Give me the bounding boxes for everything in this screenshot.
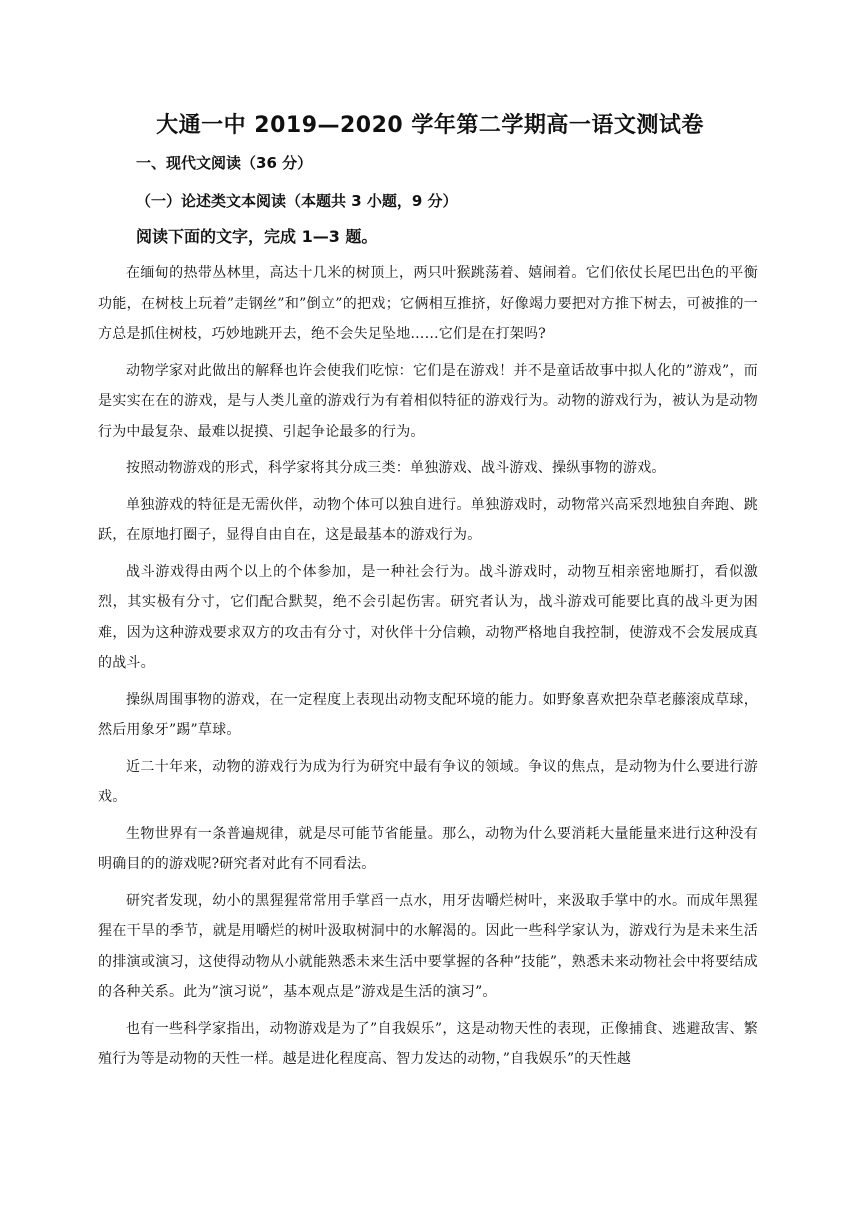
paragraph-2: 动物学家对此做出的解释也许会使我们吃惊：它们是在游戏！并不是童话故事中拟人化的”游戏”，而是实实在在的游戏，是与人类儿童的游戏行为有着相似特征的游戏行为。动物的游戏行为，被认为是动物行为中最复杂、最难以捉摸、引起争论最多的行为。 (98, 362, 758, 440)
reading-instruction: 阅读下面的文字，完成 1—3 题。 (136, 227, 378, 246)
paragraph-3: 按照动物游戏的形式，科学家将其分成三类：单独游戏、战斗游戏、操纵事物的游戏。 (126, 460, 666, 476)
paragraph-7: 近二十年来，动物的游戏行为成为行为研究中最有争议的领域。争议的焦点，是动物为什么要进行游戏。 (98, 758, 758, 805)
paragraph-10: 也有一些科学家指出，动物游戏是为了”自我娱乐”，这是动物天性的表现，正像捕食、逃避敌害、繁殖行为等是动物的天性一样。越是进化程度高、智力发达的动物，”自我娱乐”的天性越 (98, 1020, 758, 1067)
passage-body (98, 258, 758, 1081)
subsection-heading: （一）论述类文本阅读（本题共 3 小题，9 分） (136, 192, 458, 210)
paragraph-9: 研究者发现，幼小的黑猩猩常常用手掌舀一点水，用牙齿嚼烂树叶，来汲取手掌中的水。而成年黑猩猩在干旱的季节，就是用嚼烂的树叶汲取树洞中的水解渴的。因此一些科学家认为，游戏行为是未来生活的排演或演习，这使得动物从小就能熟悉未来生活中要掌握的各种”技能”，熟悉未来动物社会中将要结成的各种关系。此为”演习说”，基本观点是”游戏是生活的演习”。 (98, 892, 758, 1000)
paragraph-6: 操纵周围事物的游戏，在一定程度上表现出动物支配环境的能力。如野象喜欢把杂草老藤滚成草球，然后用象牙”踢”草球。 (98, 691, 758, 738)
exam-title: 大通一中 2019—2020 学年第二学期高一语文测试卷 (156, 113, 704, 138)
paragraph-5: 战斗游戏得由两个以上的个体参加，是一种社会行为。战斗游戏时，动物互相亲密地厮打，看似激烈，其实极有分寸，它们配合默契，绝不会引起伤害。研究者认为，战斗游戏可能要比真的战斗更为困难，因为这种游戏要求双方的攻击有分寸，对伙伴十分信赖，动物严格地自我控制，使游戏不会发展成真的战斗。 (98, 563, 758, 671)
paragraph-8: 生物世界有一条普遍规律，就是尽可能节省能量。那么，动物为什么要消耗大量能量来进行这种没有明确目的的游戏呢?研究者对此有不同看法。 (98, 825, 758, 872)
section-heading: 一、现代文阅读（36 分） (136, 154, 313, 172)
paragraph-4: 单独游戏的特征是无需伙伴，动物个体可以独自进行。单独游戏时，动物常兴高采烈地独自奔跑、跳跃，在原地打圈子，显得自由自在，这是最基本的游戏行为。 (98, 496, 758, 543)
paragraph-1: 在缅甸的热带丛林里，高达十几米的树顶上，两只叶猴跳荡着、嬉闹着。它们依仗长尾巴出色的平衡功能，在树枝上玩着”走钢丝”和”倒立”的把戏；它俩相互推挤，好像竭力要把对方推下树去，可被推的一方总是抓住树枝，巧妙地跳开去，绝不会失足坠地……它们是在打架吗? (98, 265, 758, 342)
